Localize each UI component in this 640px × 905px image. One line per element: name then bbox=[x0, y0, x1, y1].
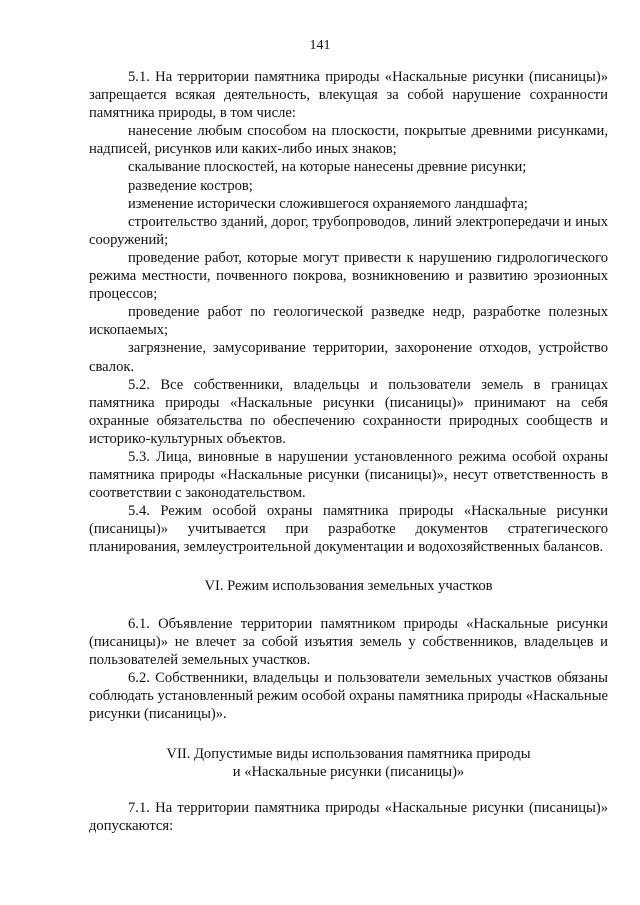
paragraph-6-1: 6.1. Объявление территории памятником природы «Наскальные рисунки (писаницы)» не влечет за собой изъятия земель у собственников, владельцев и пользователей земельных участков. bbox=[89, 615, 608, 668]
paragraph-5-3: 5.3. Лица, виновные в нарушении установленного режима особой охраны памятника природы «Наскальные рисунки (писаницы)», несут ответственность в соответствии с законодательством. bbox=[89, 448, 608, 502]
spacer bbox=[89, 781, 608, 799]
section-heading-7-line2: и «Наскальные рисунки (писаницы)» bbox=[232, 764, 465, 781]
paragraph-5-1: 5.1. На территории памятника природы «Наскальные рисунки (писаницы)» запрещается всякая деятельность, влекущая за собой нарушение сохранности памятника природы, в том числе: bbox=[89, 69, 608, 122]
list-item: разведение костров; bbox=[128, 177, 253, 194]
page-number: 141 bbox=[309, 38, 331, 53]
list-item: скалывание плоскостей, на которые нанесены древние рисунки; bbox=[128, 159, 527, 176]
list-item: проведение работ, которые могут привести к нарушению гидрологического режима местности, почвенного покрова, возникновению и развитию эрозионных процессов; bbox=[89, 249, 608, 303]
list-item: проведение работ по геологической разведке недр, разработке полезных ископаемых; bbox=[89, 304, 608, 339]
paragraph-7-1: 7.1. На территории памятника природы «Наскальные рисунки (писаницы)» допускаются: bbox=[89, 800, 608, 835]
spacer bbox=[89, 595, 608, 615]
paragraph-6-2: 6.2. Собственники, владельцы и пользователи земельных участков обязаны соблюдать установленный режим особой охраны памятника природы «Наскальные рисунки (писаницы)». bbox=[89, 669, 608, 723]
document-body bbox=[89, 68, 608, 836]
paragraph-5-2: 5.2. Все собственники, владельцы и пользователи земель в границах памятника природы «Наскальные рисунки (писаницы)» принимают на себя охранные обязательства по обеспечению сохранности природных сообществ и историко-культурных объектов. bbox=[89, 376, 608, 447]
paragraph-5-4: 5.4. Режим особой охраны памятника природы «Наскальные рисунки (писаницы)» учитывается при разработке документов стратегического планирования, землеустроительной документации и водохозяйственных балансов. bbox=[89, 503, 608, 556]
list-item: загрязнение, замусоривание территории, захоронение отходов, устройство свалок. bbox=[89, 340, 608, 375]
list-item: строительство зданий, дорог, трубопроводов, линий электропередачи и иных сооружений; bbox=[89, 213, 608, 248]
spacer bbox=[89, 557, 608, 577]
section-heading-7-line1: VII. Допустимые виды использования памятника природы bbox=[166, 746, 531, 763]
list-item: изменение исторически сложившегося охраняемого ландшафта; bbox=[128, 195, 528, 212]
list-item: нанесение любым способом на плоскости, покрытые древними рисунками, надписей, рисунков или каких-либо иных знаков; bbox=[89, 123, 608, 158]
spacer bbox=[89, 723, 608, 745]
section-heading-6: VI. Режим использования земельных участков bbox=[204, 577, 493, 594]
